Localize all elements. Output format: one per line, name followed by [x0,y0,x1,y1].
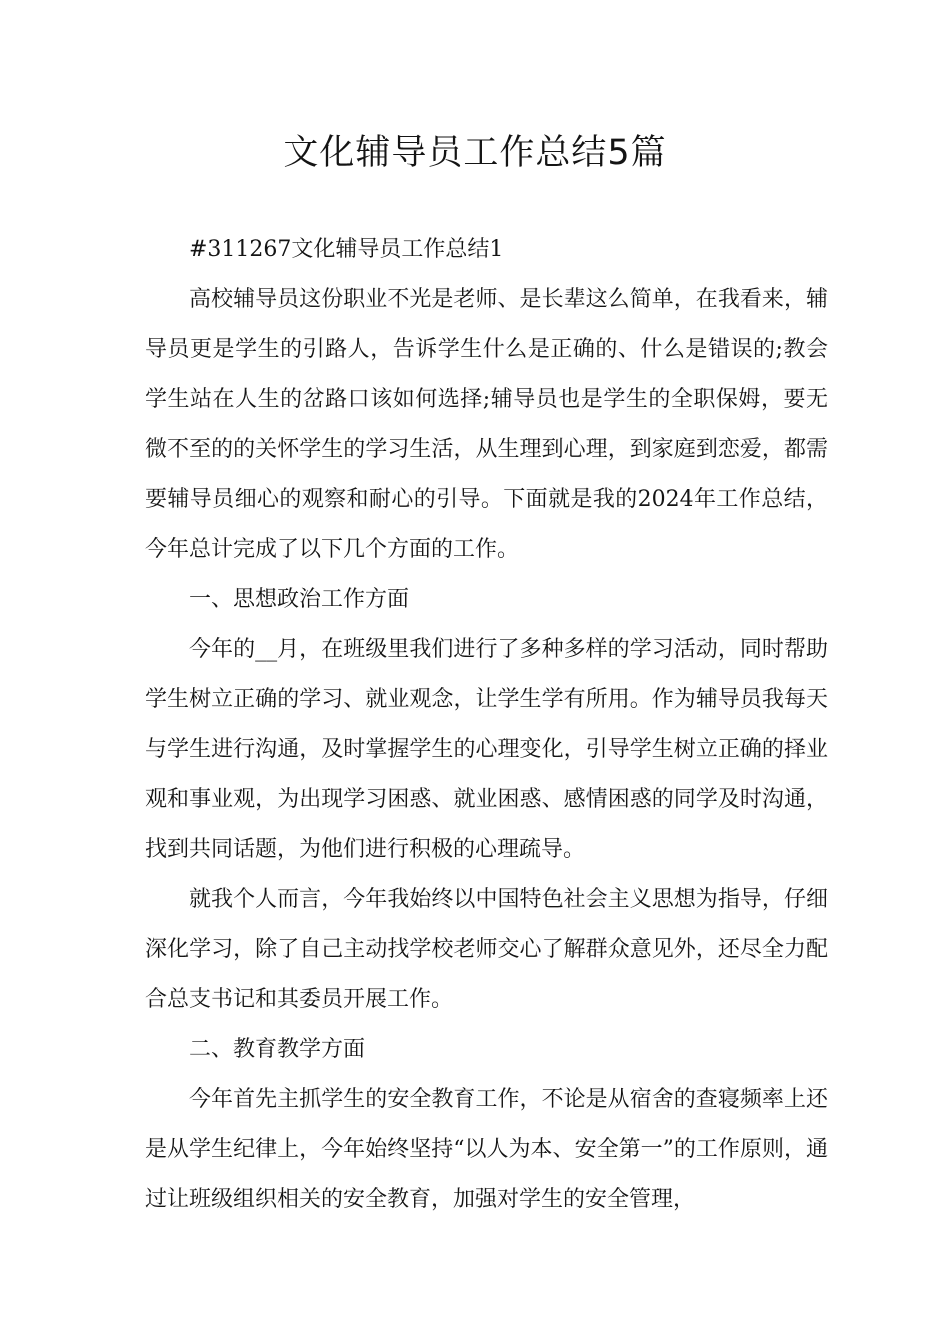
section-heading-1: 一、思想政治工作方面 [189,587,410,612]
document-subtitle: #311267文化辅导员工作总结1 [189,237,504,262]
paragraph-section-2: 今年首先主抓学生的安全教育工作，不论是从宿舍的查寝频率上还是从学生纪律上，今年始终坚持“以人为本、安全第一”的工作原则，通过让班级组织相关的安全教育，加强对学生的安全管理， [145,1087,828,1212]
paragraph-section-1: 今年的__月，在班级里我们进行了多种多样的学习活动，同时帮助学生树立正确的学习、就业观念，让学生学有所用。作为辅导员我每天与学生进行沟通，及时掌握学生的心理变化，引导学生树立正确的择业观和事业观，为出现学习困惑、就业困惑、感情困惑的同学及时沟通，找到共同话题，为他们进行积极的心理疏导。 [145,637,828,862]
document-title: 文化辅导员工作总结5篇 [283,133,667,173]
section-heading-2: 二、教育教学方面 [189,1037,366,1062]
paragraph-section-1-b: 就我个人而言，今年我始终以中国特色社会主义思想为指导，仔细深化学习，除了自己主动找学校老师交心了解群众意见外，还尽全力配合总支书记和其委员开展工作。 [145,887,828,1012]
document-body [145,225,828,1225]
paragraph-intro: 高校辅导员这份职业不光是老师、是长辈这么简单，在我看来，辅导员更是学生的引路人，告诉学生什么是正确的、什么是错误的;教会学生站在人生的岔路口该如何选择;辅导员也是学生的全职保姆，要无微不至的的关怀学生的学习生活，从生理到心理，到家庭到恋爱，都需要辅导员细心的观察和耐心的引导。下面就是我的2024年工作总结，今年总计完成了以下几个方面的工作。 [145,287,828,562]
